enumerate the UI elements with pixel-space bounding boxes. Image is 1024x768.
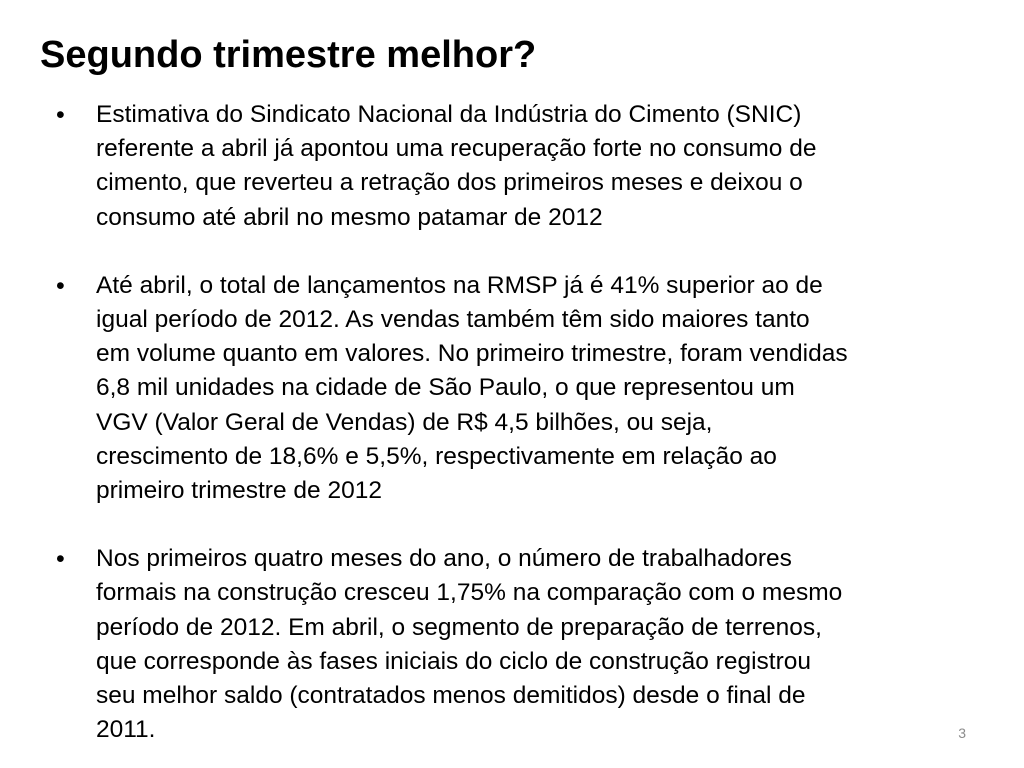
bullet-text-line: Até abril, o total de lançamentos na RMSP já é 41% superior ao de <box>96 271 823 299</box>
bullet-list <box>56 98 972 768</box>
bullet-text-line: Nos primeiros quatro meses do ano, o número de trabalhadores <box>96 545 792 573</box>
bullet-text-line: seu melhor saldo (contratados menos demitidos) desde o final de <box>96 682 806 710</box>
bullet-text-line: 6,8 mil unidades na cidade de São Paulo, o que representou um <box>96 374 795 402</box>
slide-title: Segundo trimestre melhor? <box>40 34 537 76</box>
bullet-icon: • <box>56 101 65 129</box>
bullet-text-line: que corresponde às fases iniciais do ciclo de construção registrou <box>96 647 811 675</box>
bullet-item-workers <box>56 542 972 747</box>
bullet-icon: • <box>56 545 65 574</box>
bullet-text-line: período de 2012. Em abril, o segmento de preparação de terrenos, <box>96 613 822 641</box>
bullet-item-launches <box>56 269 972 508</box>
bullet-text-line: formais na construção cresceu 1,75% na comparação com o mesmo <box>96 579 843 607</box>
bullet-text-line: em volume quanto em valores. No primeiro trimestre, foram vendidas <box>96 340 848 368</box>
bullet-icon: • <box>56 271 65 300</box>
bullet-item-cement <box>56 98 972 235</box>
bullet-text-line: Estimativa do Sindicato Nacional da Indústria do Cimento (SNIC) <box>96 101 802 128</box>
bullet-text-line: cimento, que reverteu a retração dos primeiros meses e deixou o <box>96 169 803 197</box>
bullet-text-line: 2011. <box>96 716 156 744</box>
bullet-text-line: primeiro trimestre de 2012 <box>96 477 382 505</box>
bullet-text-line: consumo até abril no mesmo patamar de 2012 <box>96 203 603 231</box>
bullet-text-line: crescimento de 18,6% e 5,5%, respectivamente em relação ao <box>96 442 777 470</box>
bullet-text-line: referente a abril já apontou uma recuperação forte no consumo de <box>96 135 817 163</box>
bullet-text-line: VGV (Valor Geral de Vendas) de R$ 4,5 bilhões, ou seja, <box>96 408 713 436</box>
page-number: 3 <box>958 725 966 741</box>
bullet-text-line: igual período de 2012. As vendas também têm sido maiores tanto <box>96 306 810 334</box>
